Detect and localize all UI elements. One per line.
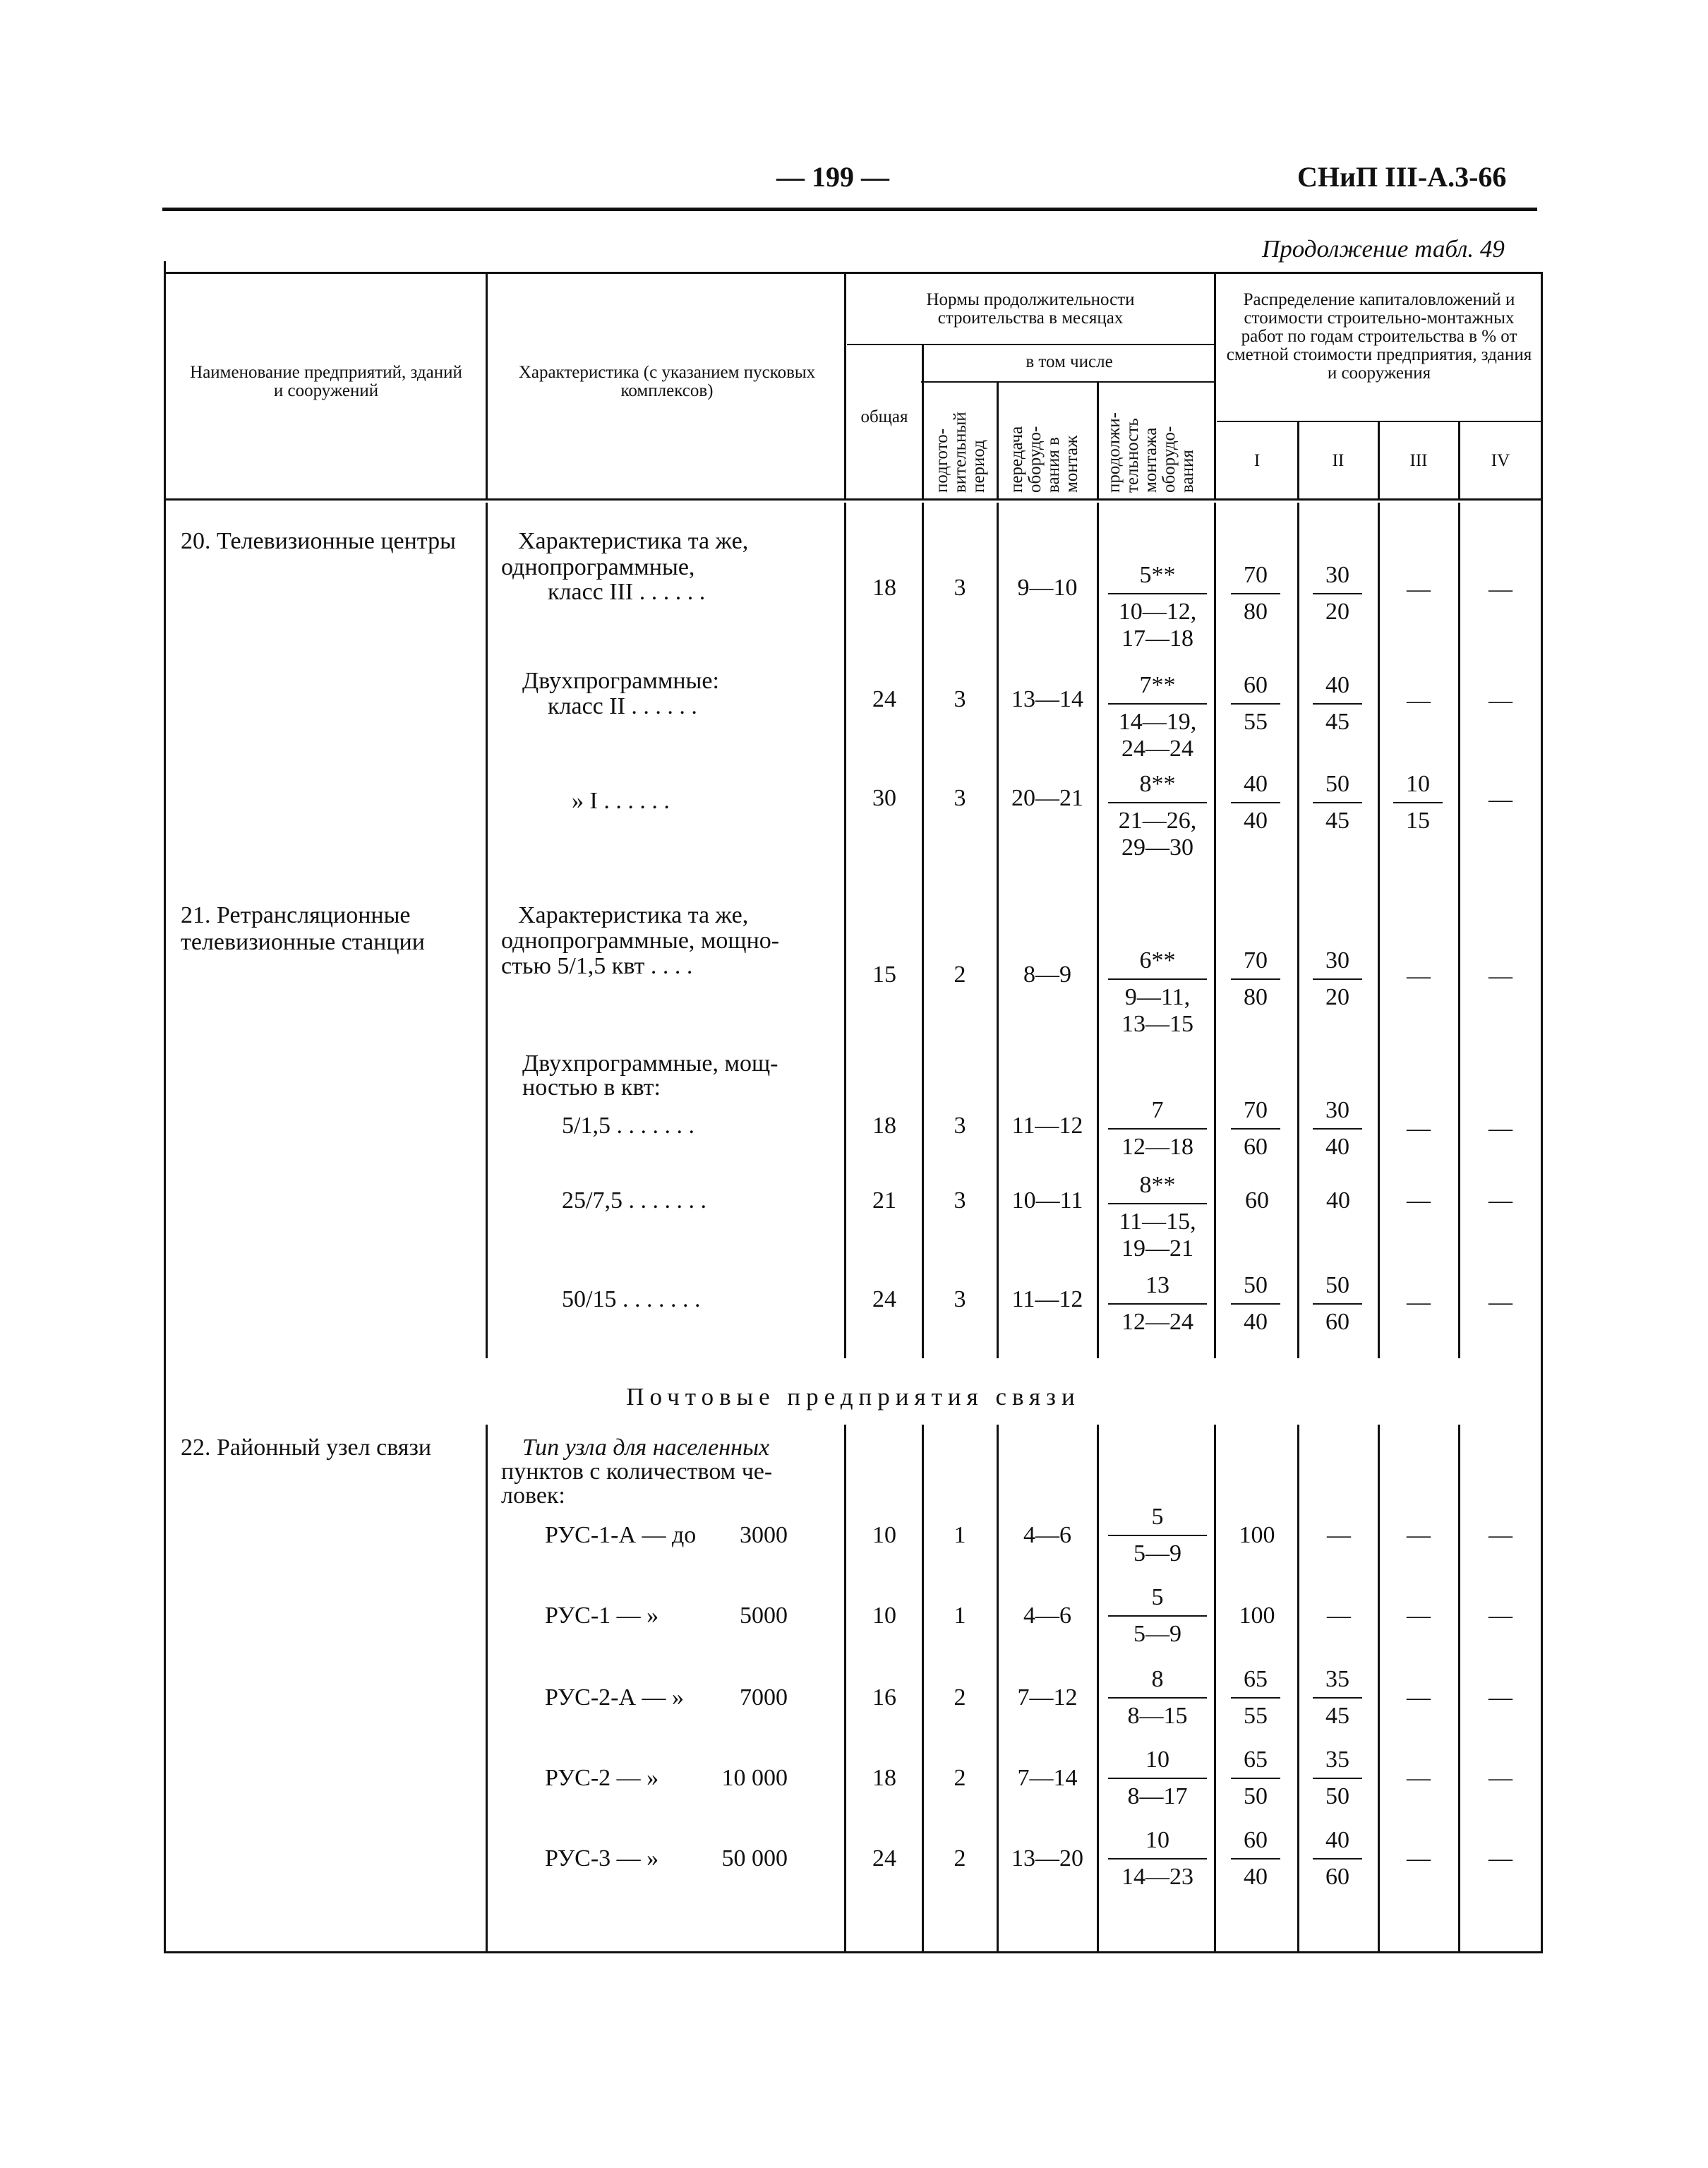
postal-transfer-2: 7—12	[1017, 1684, 1078, 1711]
body-divider-f2	[1214, 1425, 1216, 1951]
postal-prep-0: 1	[954, 1522, 966, 1548]
char-0-line-0: Характеристика та же,	[518, 528, 749, 554]
y4-2: —	[1489, 786, 1512, 813]
y3-2	[1393, 771, 1443, 834]
y1-4-bot: 60	[1244, 1134, 1268, 1160]
header-year-1: I	[1253, 451, 1261, 470]
char-6-line-0: 50/15 . . . . . . .	[562, 1286, 701, 1312]
col-divider-2h	[486, 273, 488, 498]
postal-type-4: РУС-3 — »	[545, 1845, 659, 1871]
y1-4	[1231, 1097, 1280, 1161]
postal-mount-3	[1108, 1747, 1207, 1810]
header-mount: продолжи- тельность монтажа оборудо- вания	[1105, 412, 1197, 493]
postal-type-3: РУС-2 — »	[545, 1765, 659, 1791]
postal-total-2: 16	[872, 1684, 896, 1711]
char-4-line-1: ностью в квт:	[522, 1074, 661, 1101]
body-divider-a1	[486, 503, 488, 1358]
char-3-line-2: стью 5/1,5 квт . . . .	[501, 953, 693, 979]
y2-3-bot: 20	[1325, 984, 1349, 1010]
postal-type-0: РУС-1-А — до	[545, 1522, 697, 1548]
postal-mount-1-top: 5	[1108, 1584, 1207, 1617]
document-code: СНиП III-А.3-66	[1297, 161, 1507, 193]
mount-2	[1108, 771, 1207, 861]
postal-y1-2	[1231, 1666, 1280, 1730]
postal-mount-4-bot: 14—23	[1121, 1864, 1193, 1890]
header-norms: Нормы продолжительности строительства в месяцах	[926, 290, 1135, 328]
postal-mount-2-bot: 8—15	[1127, 1703, 1188, 1729]
header-total: общая	[860, 407, 908, 426]
postal-transfer-4: 13—20	[1011, 1845, 1083, 1871]
body-divider-b1	[844, 503, 846, 1358]
postal-mount-2	[1108, 1666, 1207, 1730]
postal-name-text: 22. Районный узел связи	[181, 1435, 432, 1461]
mount-6-bot-0: 12—24	[1121, 1309, 1193, 1335]
postal-count-2: 7000	[740, 1684, 788, 1711]
prep-3: 2	[954, 962, 966, 988]
mount-1-bot-1: 24—24	[1121, 736, 1193, 762]
y2-5: 40	[1326, 1187, 1350, 1214]
y2-1-top: 40	[1313, 672, 1362, 705]
transfer-1: 13—14	[1011, 686, 1083, 712]
postal-intro-0: Тип узла для населенных	[522, 1435, 770, 1461]
y3-2-top: 10	[1393, 771, 1443, 803]
postal-y2-0: —	[1327, 1522, 1351, 1548]
mount-3	[1108, 947, 1207, 1038]
mount-5	[1108, 1172, 1207, 1262]
body-divider-f1	[1214, 503, 1216, 1358]
total-4: 18	[872, 1113, 896, 1139]
col-divider-1	[164, 261, 166, 1951]
y1-0-bot: 80	[1244, 599, 1268, 625]
postal-count-1: 5000	[740, 1603, 788, 1629]
y1-3	[1231, 947, 1280, 1011]
body-divider-i1	[1458, 503, 1460, 1358]
mount-2-bot-0: 21—26,	[1118, 808, 1197, 834]
y3-2-bot: 15	[1406, 808, 1430, 834]
y1-2	[1231, 771, 1280, 834]
mount-5-top: 8**	[1108, 1172, 1207, 1204]
total-5: 21	[872, 1187, 896, 1214]
header-prep: подгото- вительный период	[932, 412, 988, 493]
postal-y2-4	[1313, 1827, 1362, 1891]
postal-count-3: 10 000	[721, 1765, 788, 1791]
y3-5: —	[1407, 1187, 1431, 1214]
y1-0-top: 70	[1231, 562, 1280, 594]
y1-1-top: 60	[1231, 672, 1280, 705]
postal-total-4: 24	[872, 1845, 896, 1871]
continuation-label: Продолжение табл. 49	[1262, 235, 1505, 263]
header-name: Наименование предприятий, зданий и сооружений	[190, 363, 462, 400]
mount-4	[1108, 1097, 1207, 1161]
y2-4-top: 30	[1313, 1097, 1362, 1130]
y3-6: —	[1407, 1289, 1431, 1315]
postal-y1-4-top: 60	[1231, 1827, 1280, 1859]
y4-1: —	[1489, 688, 1512, 714]
postal-y2-2-bot: 45	[1325, 1703, 1349, 1729]
incl-sub-rule	[921, 381, 1214, 383]
char-1-line-1: класс II . . . . . .	[548, 693, 697, 719]
prep-6: 3	[954, 1286, 966, 1312]
y2-4	[1313, 1097, 1362, 1161]
section-title: Почтовые предприятия связи	[626, 1383, 1081, 1411]
postal-y1-2-top: 65	[1231, 1666, 1280, 1699]
postal-mount-2-top: 8	[1108, 1666, 1207, 1699]
header-bottom-rule	[164, 498, 1543, 501]
y4-6: —	[1489, 1289, 1512, 1315]
total-0: 18	[872, 575, 896, 601]
y4-0: —	[1489, 576, 1512, 602]
postal-intro-1: пунктов с количеством че-	[501, 1459, 773, 1485]
postal-y3-1: —	[1407, 1603, 1431, 1629]
y1-2-bot: 40	[1244, 808, 1268, 834]
char-0-line-2: класс III . . . . . .	[548, 579, 706, 605]
postal-y1-0: 100	[1239, 1522, 1275, 1548]
prep-2: 3	[954, 785, 966, 811]
col-divider-5h	[997, 381, 999, 498]
header-year-3: III	[1409, 451, 1428, 470]
y1-0	[1231, 562, 1280, 625]
mount-6	[1108, 1272, 1207, 1336]
y2-3-top: 30	[1313, 947, 1362, 980]
char-1-line-0: Двухпрограммные:	[522, 668, 719, 694]
y2-2-bot: 45	[1325, 808, 1349, 834]
postal-y3-4: —	[1407, 1845, 1431, 1871]
postal-y1-1: 100	[1239, 1603, 1275, 1629]
prep-1: 3	[954, 686, 966, 712]
postal-mount-1	[1108, 1584, 1207, 1648]
mount-0-bot-0: 10—12,	[1118, 599, 1197, 625]
char-4-line-0: Двухпрограммные, мощ-	[522, 1050, 778, 1077]
mount-4-bot-0: 12—18	[1121, 1134, 1193, 1160]
mount-1-bot-0: 14—19,	[1118, 709, 1197, 735]
header-distrib: Распределение капиталовложений и стоимости строительно-монтажных работ по годам строительства в % от сметной стоимости предприятия, здания и сооружения	[1226, 290, 1532, 383]
mount-0-bot-1: 17—18	[1121, 625, 1193, 652]
postal-y4-3: —	[1489, 1765, 1512, 1791]
postal-y2-2	[1313, 1666, 1362, 1730]
postal-y4-4: —	[1489, 1845, 1512, 1871]
y2-1	[1313, 672, 1362, 736]
y2-3	[1313, 947, 1362, 1011]
postal-y1-3-top: 65	[1231, 1747, 1280, 1779]
y2-0	[1313, 562, 1362, 625]
postal-y2-3	[1313, 1747, 1362, 1810]
total-1: 24	[872, 686, 896, 712]
postal-y1-3	[1231, 1747, 1280, 1810]
y1-6-top: 50	[1231, 1272, 1280, 1305]
row-name-21	[181, 902, 477, 956]
header-incl: в том числе	[1026, 352, 1113, 371]
body-divider-e2	[1097, 1425, 1099, 1951]
y2-2	[1313, 771, 1362, 834]
postal-y2-3-top: 35	[1313, 1747, 1362, 1779]
postal-total-1: 10	[872, 1603, 896, 1629]
col-divider-6h	[1097, 381, 1099, 498]
char-3-line-1: однопрограммные, мощно-	[501, 928, 780, 954]
mount-3-bot-0: 9—11,	[1124, 984, 1191, 1010]
prep-5: 3	[954, 1187, 966, 1214]
postal-prep-2: 2	[954, 1684, 966, 1711]
y1-3-bot: 80	[1244, 984, 1268, 1010]
transfer-4: 11—12	[1011, 1113, 1083, 1139]
total-3: 15	[872, 962, 896, 988]
body-divider-g2	[1297, 1425, 1299, 1951]
postal-prep-1: 1	[954, 1603, 966, 1629]
mount-4-top: 7	[1108, 1097, 1207, 1130]
total-2: 30	[872, 785, 896, 811]
transfer-2: 20—21	[1011, 785, 1083, 811]
postal-type-2: РУС-2-А — »	[545, 1684, 685, 1711]
postal-y1-2-bot: 55	[1244, 1703, 1268, 1729]
col-divider-4h	[922, 345, 924, 498]
char-0-line-1: однопрограммные,	[501, 554, 695, 580]
mount-5-bot-0: 11—15,	[1119, 1209, 1196, 1235]
y1-2-top: 40	[1231, 771, 1280, 803]
y1-3-top: 70	[1231, 947, 1280, 980]
header-char: Характеристика (с указанием пусковых комплексов)	[518, 363, 816, 400]
col-divider-3h	[844, 273, 846, 498]
y2-2-top: 50	[1313, 771, 1362, 803]
postal-type-1: РУС-1 — »	[545, 1603, 659, 1629]
postal-mount-4-top: 10	[1108, 1827, 1207, 1859]
y2-0-top: 30	[1313, 562, 1362, 594]
transfer-3: 8—9	[1023, 962, 1071, 988]
postal-total-3: 18	[872, 1765, 896, 1791]
postal-y2-4-bot: 60	[1325, 1864, 1349, 1890]
body-divider-h1	[1378, 503, 1380, 1358]
y3-1: —	[1407, 688, 1431, 714]
postal-y3-2: —	[1407, 1684, 1431, 1711]
y2-6	[1313, 1272, 1362, 1336]
y4-4: —	[1489, 1115, 1512, 1142]
body-divider-e1	[1097, 503, 1099, 1358]
row-name-21-text: 21. Ретрансляционные телевизионные станции	[181, 902, 425, 955]
y1-1-bot: 55	[1244, 709, 1268, 735]
mount-3-top: 6**	[1108, 947, 1207, 980]
mount-0	[1108, 562, 1207, 652]
postal-y3-0: —	[1407, 1522, 1431, 1548]
postal-y3-3: —	[1407, 1765, 1431, 1791]
mount-2-bot-1: 29—30	[1121, 834, 1193, 861]
table-top-rule	[164, 272, 1543, 274]
postal-transfer-0: 4—6	[1023, 1522, 1071, 1548]
postal-mount-0-bot: 5—9	[1133, 1540, 1181, 1567]
postal-y2-2-top: 35	[1313, 1666, 1362, 1699]
postal-y2-4-top: 40	[1313, 1827, 1362, 1859]
mount-6-top: 13	[1108, 1272, 1207, 1305]
transfer-5: 10—11	[1011, 1187, 1083, 1214]
postal-prep-4: 2	[954, 1845, 966, 1871]
postal-y2-1: —	[1327, 1603, 1351, 1629]
transfer-0: 9—10	[1017, 575, 1078, 601]
mount-0-top: 5**	[1108, 562, 1207, 594]
body-divider-a2	[486, 1425, 488, 1951]
y4-5: —	[1489, 1187, 1512, 1214]
postal-y4-2: —	[1489, 1684, 1512, 1711]
y1-6-bot: 40	[1244, 1309, 1268, 1335]
postal-total-0: 10	[872, 1522, 896, 1548]
table-bottom-rule	[164, 1951, 1543, 1953]
postal-mount-3-top: 10	[1108, 1747, 1207, 1779]
char-2-line-0: » I . . . . . .	[572, 788, 670, 814]
postal-y1-4-bot: 40	[1244, 1864, 1268, 1890]
postal-y1-4	[1231, 1827, 1280, 1891]
mount-1-top: 7**	[1108, 672, 1207, 705]
total-6: 24	[872, 1286, 896, 1312]
postal-y4-1: —	[1489, 1603, 1512, 1629]
prep-0: 3	[954, 575, 966, 601]
postal-name	[181, 1435, 477, 1461]
postal-prep-3: 2	[954, 1765, 966, 1791]
header-transfer: передача оборудо- вания в монтаж	[1007, 426, 1081, 493]
y1-1	[1231, 672, 1280, 736]
page-number: — 199 —	[776, 161, 889, 193]
postal-intro-2: ловек:	[501, 1483, 565, 1509]
y2-6-top: 50	[1313, 1272, 1362, 1305]
y2-6-bot: 60	[1325, 1309, 1349, 1335]
y2-1-bot: 45	[1325, 709, 1349, 735]
mount-2-top: 8**	[1108, 771, 1207, 803]
mount-1	[1108, 672, 1207, 762]
row-name-20	[181, 528, 477, 555]
body-divider-b2	[844, 1425, 846, 1951]
row-name-20-text: 20. Телевизионные центры	[181, 528, 456, 554]
y2-0-bot: 20	[1325, 599, 1349, 625]
postal-count-4: 50 000	[721, 1845, 788, 1871]
char-5-line-0: 25/7,5 . . . . . . .	[562, 1187, 706, 1214]
mount-3-bot-1: 13—15	[1121, 1011, 1193, 1037]
postal-count-0: 3000	[740, 1522, 788, 1548]
y2-4-bot: 40	[1325, 1134, 1349, 1160]
y3-4: —	[1407, 1115, 1431, 1142]
postal-transfer-3: 7—14	[1017, 1765, 1078, 1791]
postal-mount-0	[1108, 1504, 1207, 1567]
char-3-line-0: Характеристика та же,	[518, 902, 749, 928]
postal-y4-0: —	[1489, 1522, 1512, 1548]
postal-mount-0-top: 5	[1108, 1504, 1207, 1536]
y1-4-top: 70	[1231, 1097, 1280, 1130]
postal-mount-3-bot: 8—17	[1127, 1783, 1188, 1809]
y4-3: —	[1489, 963, 1512, 989]
postal-y2-3-bot: 50	[1325, 1783, 1349, 1809]
norms-sub-rule	[847, 344, 1214, 345]
prep-4: 3	[954, 1113, 966, 1139]
body-divider-g1	[1297, 503, 1299, 1358]
header-year-4: IV	[1491, 451, 1510, 470]
postal-y1-3-bot: 50	[1244, 1783, 1268, 1809]
body-divider-c1	[922, 503, 924, 1358]
header-year-2: II	[1332, 451, 1345, 470]
body-divider-d1	[997, 503, 999, 1358]
transfer-6: 11—12	[1011, 1286, 1083, 1312]
col-divider-7h	[1214, 273, 1216, 498]
header-rule	[162, 208, 1537, 211]
y3-0: —	[1407, 576, 1431, 602]
char-4-line-2: 5/1,5 . . . . . . .	[562, 1113, 694, 1139]
y1-5: 60	[1245, 1187, 1269, 1214]
y3-3: —	[1407, 963, 1431, 989]
postal-transfer-1: 4—6	[1023, 1603, 1071, 1629]
y1-6	[1231, 1272, 1280, 1336]
distrib-sub-rule	[1217, 421, 1543, 422]
mount-5-bot-1: 19—21	[1121, 1235, 1193, 1262]
postal-mount-1-bot: 5—9	[1133, 1621, 1181, 1647]
postal-mount-4	[1108, 1827, 1207, 1891]
